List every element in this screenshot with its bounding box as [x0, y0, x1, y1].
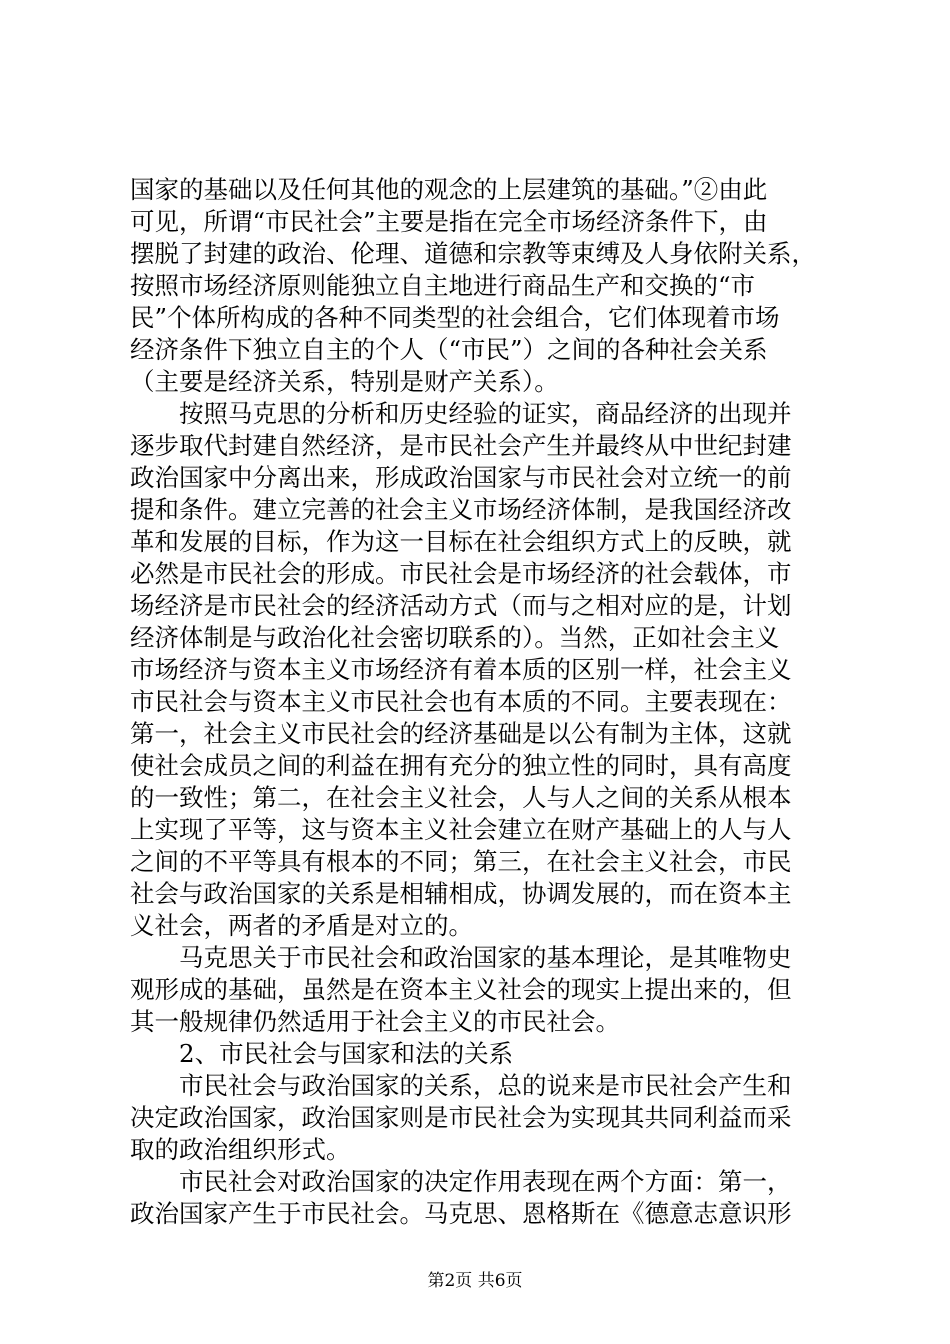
text-line: 2、市民社会与国家和法的关系 — [130, 1039, 514, 1068]
text-line: 按照马克思的分析和历史经验的证实，商品经济的出现并 — [130, 399, 792, 428]
page-number: 第2页 共6页 — [427, 1271, 523, 1291]
text-line: 政治国家产生于市民社会。马克思、恩格斯在《德意志意识形 — [130, 1199, 792, 1228]
text-line: 第一，社会主义市民社会的经济基础是以公有制为主体，这就 — [130, 719, 792, 748]
text-line: 经济条件下独立自主的个人（“市民”）之间的各种社会关系 — [130, 335, 768, 364]
text-line: 使社会成员之间的利益在拥有充分的独立性的同时，具有高度 — [130, 751, 792, 780]
body-text — [130, 174, 830, 1230]
text-line: 观形成的基础，虽然是在资本主义社会的现实上提出来的，但 — [130, 975, 792, 1004]
text-line: 之间的不平等具有根本的不同；第三，在社会主义社会，市民 — [130, 847, 792, 876]
text-line: 摆脱了封建的政治、伦理、道德和宗教等束缚及人身依附关系， — [130, 239, 816, 268]
text-line: 国家的基础以及任何其他的观念的上层建筑的基础。”②由此 — [130, 175, 768, 204]
text-line: 市民社会与资本主义市民社会也有本质的不同。主要表现在： — [130, 687, 792, 716]
text-line: 经济体制是与政治化社会密切联系的）。当然，正如社会主义 — [130, 623, 780, 652]
text-line: 必然是市民社会的形成。市民社会是市场经济的社会载体，市 — [130, 559, 792, 588]
text-line: 的一致性；第二，在社会主义社会，人与人之间的关系从根本 — [130, 783, 792, 812]
text-line: （主要是经济关系，特别是财产关系）。 — [130, 367, 559, 396]
text-line: 逐步取代封建自然经济，是市民社会产生并最终从中世纪封建 — [130, 431, 792, 460]
text-line: 市场经济与资本主义市场经济有着本质的区别一样，社会主义 — [130, 655, 792, 684]
text-line: 马克思关于市民社会和政治国家的基本理论，是其唯物史 — [130, 943, 792, 972]
text-line: 可见，所谓“市民社会”主要是指在完全市场经济条件下，由 — [130, 207, 768, 236]
text-line: 义社会，两者的矛盾是对立的。 — [130, 911, 473, 940]
text-line: 革和发展的目标，作为这一目标在社会组织方式上的反映，就 — [130, 527, 792, 556]
text-line: 决定政治国家，政治国家则是市民社会为实现其共同利益而采 — [130, 1103, 792, 1132]
text-line: 其一般规律仍然适用于社会主义的市民社会。 — [130, 1007, 620, 1036]
text-line: 市民社会与政治国家的关系，总的说来是市民社会产生和 — [130, 1071, 792, 1100]
text-line: 提和条件。建立完善的社会主义市场经济体制，是我国经济改 — [130, 495, 792, 524]
text-line: 政治国家中分离出来，形成政治国家与市民社会对立统一的前 — [130, 463, 792, 492]
text-line: 市民社会对政治国家的决定作用表现在两个方面：第一， — [130, 1167, 792, 1196]
text-line: 按照市场经济原则能独立自主地进行商品生产和交换的“市 — [130, 271, 756, 300]
text-line: 场经济是市民社会的经济活动方式（而与之相对应的是，计划 — [130, 591, 792, 620]
text-line: 民”个体所构成的各种不同类型的社会组合，它们体现着市场 — [130, 303, 780, 332]
text-line: 取的政治组织形式。 — [130, 1135, 351, 1164]
text-line: 上实现了平等，这与资本主义社会建立在财产基础上的人与人 — [130, 815, 792, 844]
text-line: 社会与政治国家的关系是相辅相成，协调发展的，而在资本主 — [130, 879, 792, 908]
